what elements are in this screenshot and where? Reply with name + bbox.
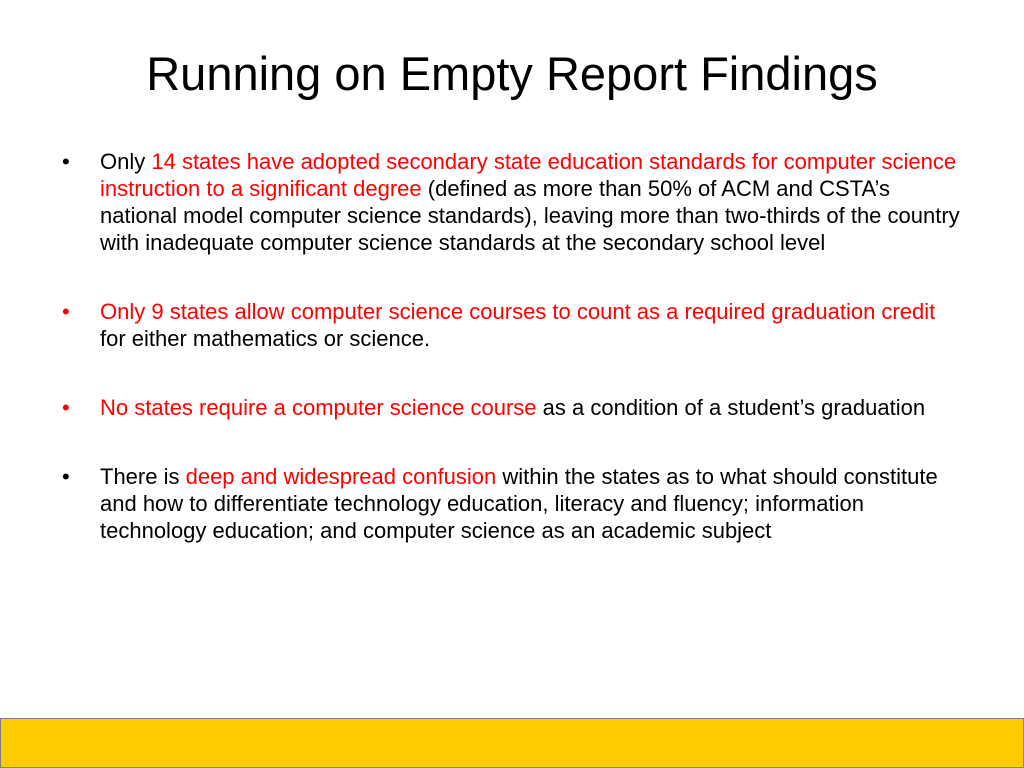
bullet-list [62, 148, 962, 586]
bullet-2-text-1: for either mathematics or science. [100, 326, 431, 351]
bullet-4-text-2: within the states as to what should constitute and how to differentiate technology education, literacy and fluency; information technology education; and computer science as an academic subject [100, 464, 938, 543]
footer-band [0, 718, 1024, 768]
bullet-dot-icon: • [62, 395, 70, 420]
bullet-3-highlight: No states require a computer science course [100, 395, 537, 420]
bullet-4-text-1: There is [100, 464, 186, 489]
bullet-2-highlight: Only 9 states allow computer science courses to count as a required graduation credit [100, 299, 936, 324]
bullet-1-text-2: (defined as more than 50% of ACM and CSTA’s national model computer science standards), leaving more than two-thirds of the country with inadequate computer science standards at the secondary school level [100, 176, 960, 255]
bullet-dot-icon: • [62, 464, 70, 489]
slide-title: Running on Empty Report Findings [146, 47, 878, 100]
bullet-1-highlight: 14 states have adopted secondary state education standards for computer science instruction to a significant degree [100, 149, 957, 201]
bullet-item-3 [62, 394, 962, 421]
bullet-item-1 [62, 148, 962, 256]
bullet-3-text-1: as a condition of a student’s graduation [536, 395, 926, 420]
bullet-dot-icon: • [62, 299, 70, 324]
bullet-item-4 [62, 463, 962, 544]
bullet-1-text-1: Only [100, 149, 152, 174]
bullet-4-highlight: deep and widespread confusion [185, 464, 497, 489]
bullet-dot-icon: • [62, 149, 70, 174]
bullet-item-2 [62, 298, 962, 352]
